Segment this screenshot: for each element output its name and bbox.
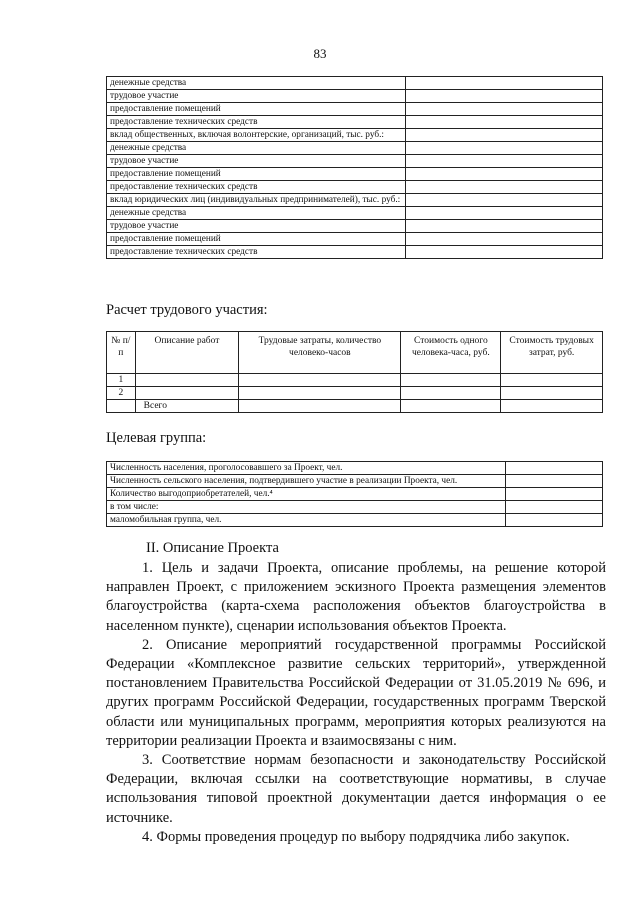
table-cell	[406, 168, 603, 181]
table-cell: денежные средства	[107, 77, 406, 90]
table-cell	[406, 246, 603, 259]
table-cell	[406, 90, 603, 103]
table-cell	[406, 181, 603, 194]
table-cell: вклад общественных, включая волонтерские, организаций, тыс. руб.:	[107, 129, 406, 142]
column-header: Стоимость одного человека-часа, руб.	[401, 332, 501, 374]
table-cell	[506, 462, 603, 475]
table-row	[107, 116, 603, 129]
table-row	[107, 233, 603, 246]
table-cell: трудовое участие	[107, 155, 406, 168]
table-cell	[239, 387, 401, 400]
table-cell	[506, 501, 603, 514]
table-cell	[135, 387, 239, 400]
column-header: Трудовые затраты, количество человеко-часов	[239, 332, 401, 374]
table-row	[107, 155, 603, 168]
paragraph: 3. Соответствие нормам безопасности и законодательству Российской Федерации, включая ссылки на соответствующие нормативы, в случае использования типовой проектной документации дается информация о ее источнике.	[106, 752, 606, 826]
table-cell: Количество выгодоприобретателей, чел.⁴	[107, 488, 506, 501]
table-cell: в том числе:	[107, 501, 506, 514]
table-cell	[501, 400, 603, 413]
table-cell	[406, 116, 603, 129]
table-cell: предоставление помещений	[107, 103, 406, 116]
table-row	[107, 475, 603, 488]
table-cell	[406, 207, 603, 220]
table-row	[107, 142, 603, 155]
table-row	[107, 501, 603, 514]
table-row	[107, 387, 603, 400]
table-row	[107, 103, 603, 116]
table-cell: предоставление технических средств	[107, 181, 406, 194]
table-row	[107, 514, 603, 527]
table-cell	[239, 400, 401, 413]
table-cell: маломобильная группа, чел.	[107, 514, 506, 527]
table-row	[107, 374, 603, 387]
row-number: 1	[107, 374, 136, 387]
table-cell: трудовое участие	[107, 220, 406, 233]
table-row	[107, 129, 603, 142]
paragraph: 4. Формы проведения процедур по выбору подрядчика либо закупок.	[142, 828, 570, 845]
paragraph: 1. Цель и задачи Проекта, описание проблемы, на решение которой направлен Проект, с приложением эскизного Проекта размещения элементов благоустройства (карта-схема расположения объектов благоустройства в населенном пункте), сценарии использования объектов Проекта.	[106, 560, 606, 634]
table-cell	[501, 387, 603, 400]
table-cell	[406, 77, 603, 90]
table-cell	[406, 103, 603, 116]
section-heading: II. Описание Проекта	[146, 540, 279, 556]
table-cell	[401, 387, 501, 400]
table-cell	[401, 374, 501, 387]
target-group-title: Целевая группа:	[106, 430, 207, 446]
table-cell: предоставление технических средств	[107, 116, 406, 129]
table-cell	[239, 374, 401, 387]
section-body	[106, 559, 606, 847]
table-cell	[406, 129, 603, 142]
table-row	[107, 207, 603, 220]
table-cell: денежные средства	[107, 142, 406, 155]
funds-table	[106, 76, 603, 259]
table-cell	[135, 374, 239, 387]
table-cell	[107, 400, 136, 413]
table-cell: трудовое участие	[107, 90, 406, 103]
table-cell: предоставление технических средств	[107, 246, 406, 259]
table-row	[107, 400, 603, 413]
table-cell: Численность населения, проголосовавшего за Проект, чел.	[107, 462, 506, 475]
table-row	[107, 462, 603, 475]
table-cell: денежные средства	[107, 207, 406, 220]
table-cell	[406, 220, 603, 233]
table-row	[107, 90, 603, 103]
table-header-row	[107, 332, 603, 374]
table-cell: Численность сельского населения, подтвердившего участие в реализации Проекта, чел.	[107, 475, 506, 488]
table-row	[107, 181, 603, 194]
column-header: Стоимость трудовых затрат, руб.	[501, 332, 603, 374]
table-cell	[506, 514, 603, 527]
row-number: 2	[107, 387, 136, 400]
table-cell	[506, 488, 603, 501]
table-cell	[406, 233, 603, 246]
table-cell	[501, 374, 603, 387]
column-header: № п/п	[107, 332, 136, 374]
table-cell	[406, 142, 603, 155]
table-row	[107, 220, 603, 233]
table-row	[107, 77, 603, 90]
table-cell	[406, 155, 603, 168]
table-cell	[406, 194, 603, 207]
total-label: Всего	[135, 400, 239, 413]
page-number: 83	[313, 46, 327, 61]
labor-section-title: Расчет трудового участия:	[106, 302, 268, 318]
column-header: Описание работ	[135, 332, 239, 374]
paragraph: 2. Описание мероприятий государственной программы Российской Федерации «Комплексное развитие сельских территорий», утвержденной постановлением Правительства Российской Федерации от 31.05.2019 № 696, и других программ Российской Федерации, государственных программ Тверской области или муниципальных программ, мероприятия которых реализуются на территории реализации Проекта и взаимосвязаны с ним.	[106, 636, 606, 749]
table-cell: вклад юридических лиц (индивидуальных предпринимателей), тыс. руб.:	[107, 194, 406, 207]
table-cell	[506, 475, 603, 488]
table-cell: предоставление помещений	[107, 233, 406, 246]
table-row	[107, 246, 603, 259]
table-cell: предоставление помещений	[107, 168, 406, 181]
target-group-table	[106, 461, 603, 527]
table-row	[107, 168, 603, 181]
table-row	[107, 194, 603, 207]
labor-table	[106, 331, 603, 413]
table-cell	[401, 400, 501, 413]
table-row	[107, 488, 603, 501]
